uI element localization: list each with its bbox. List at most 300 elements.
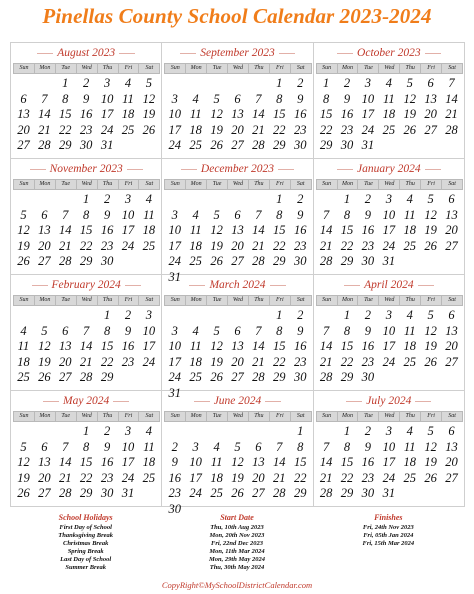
weekday-label: Mon [34,179,56,190]
weekday-label: Sat [138,411,160,422]
day-grid [164,308,310,401]
day-number: 7 [62,207,69,222]
day-number: 17 [168,238,182,253]
month-name: November 2023 [13,162,159,177]
day-number: 29 [319,138,333,152]
day-number: 5 [427,192,434,206]
weekday-header [316,411,462,422]
day-number: 27 [38,486,51,500]
day-number: 13 [38,223,51,237]
day-number: 2 [343,76,351,90]
day-number: 4 [145,424,152,438]
weekday-label: Thu [97,63,119,74]
holidays-heading: School Holidays [58,513,113,522]
finish-item: Fri, 24th Nov 2023 [362,524,414,531]
day-number: 19 [142,107,156,121]
weekday-label: Mon [34,411,56,422]
weekday-label: Thu [399,179,421,190]
day-number: 29 [273,370,286,384]
day-number: 8 [83,439,90,454]
start-date-column [161,513,312,573]
day-number: 8 [343,323,351,338]
day-number: 3 [124,424,132,438]
day-number: 12 [210,339,223,353]
page-title: Pinellas County School Calendar 2023-2024 [42,4,432,28]
day-number: 11 [143,207,155,222]
day-number: 19 [17,238,30,253]
day-number: 15 [340,223,354,237]
day-number: 2 [364,192,372,206]
weekday-label: Sun [13,295,35,306]
day-number: 23 [168,486,182,500]
weekday-label: Thu [248,63,270,74]
day-number: 14 [319,223,333,237]
day-number: 19 [210,238,223,253]
day-number: 26 [403,122,416,137]
weekday-label: Wed [227,63,249,74]
day-number: 15 [273,223,286,237]
day-grid [164,76,310,154]
month-block [11,43,162,159]
day-number: 13 [231,223,244,237]
day-number: 16 [100,455,114,469]
empty-day-cell [164,76,185,92]
day-number: 24 [361,122,375,137]
day-number: 24 [189,486,202,500]
day-number: 22 [340,470,354,485]
day-number: 8 [276,323,283,338]
day-number: 12 [403,91,416,106]
day-number: 9 [124,323,132,338]
weekday-label: Tue [55,411,77,422]
day-number: 10 [382,439,396,454]
day-number: 24 [382,238,396,253]
day-number: 24 [121,238,135,253]
day-number: 25 [189,254,202,268]
day-number: 19 [17,470,30,485]
day-number: 24 [168,370,182,384]
day-number: 25 [189,138,202,152]
month-block [162,43,313,159]
weekday-label: Thu [97,411,119,422]
day-number: 9 [83,91,90,106]
day-number: 3 [145,308,152,322]
day-number: 12 [210,107,223,121]
finish-item: Fri, 05th Jan 2024 [363,532,414,539]
day-number: 8 [62,91,69,106]
day-number: 16 [168,470,182,485]
day-number: 17 [100,107,114,121]
weekday-label: Wed [227,179,249,190]
day-number: 3 [385,192,392,206]
day-number: 21 [59,238,72,253]
day-number: 12 [424,439,437,454]
day-number: 15 [273,107,286,121]
day-number: 28 [445,122,458,137]
day-number: 21 [319,354,333,369]
day-grid [164,424,310,517]
day-number: 30 [340,138,354,152]
day-number: 21 [252,238,265,253]
day-number: 2 [297,192,304,206]
day-number: 22 [273,238,286,253]
day-number: 10 [189,455,202,469]
empty-day-cell [55,192,76,208]
day-number: 20 [445,339,458,353]
month-name: March 2024 [164,278,310,293]
weekday-label: Fri [118,295,140,306]
day-number: 8 [322,91,330,106]
day-number: 16 [121,339,135,353]
day-number: 27 [445,354,458,369]
day-number: 13 [445,439,458,454]
weekday-label: Wed [378,63,400,74]
day-number: 31 [382,254,396,268]
month-name: June 2024 [164,394,310,409]
day-number: 18 [189,354,202,369]
day-number: 7 [255,91,262,106]
empty-day-cell [269,424,290,440]
day-number: 22 [59,122,72,137]
day-number: 5 [213,323,220,338]
weekday-label: Mon [185,411,207,422]
day-number: 9 [364,439,372,454]
day-number: 24 [168,138,182,152]
weekday-label: Sat [290,63,312,74]
day-number: 30 [100,254,114,268]
day-number: 9 [297,323,304,338]
day-number: 2 [171,439,178,454]
start-date-item: Mon, 29th May 2024 [209,556,265,563]
day-number: 23 [361,354,375,369]
day-number: 20 [59,354,72,369]
day-number: 16 [340,107,354,121]
weekday-label: Mon [185,63,207,74]
day-number: 28 [273,486,286,500]
weekday-label: Thu [399,63,421,74]
empty-day-cell [185,76,206,92]
day-number: 12 [231,455,244,469]
day-number: 31 [168,385,182,400]
weekday-header [316,295,462,306]
weekday-label: Sat [441,179,463,190]
day-number: 19 [424,455,437,469]
month-name: February 2024 [13,278,159,293]
weekday-label: Sun [164,295,186,306]
weekday-label: Tue [357,63,379,74]
day-number: 4 [124,76,132,90]
day-number: 12 [424,207,437,222]
day-number: 8 [83,207,90,222]
day-number: 5 [213,91,220,106]
day-number: 14 [319,339,333,353]
empty-day-cell [13,192,34,208]
weekday-label: Sun [316,295,338,306]
weekday-label: Fri [420,63,442,74]
weekday-label: Tue [55,295,77,306]
weekday-label: Fri [420,179,442,190]
day-number: 17 [382,223,396,237]
day-number: 22 [293,470,307,485]
month-block [314,275,465,391]
day-number: 11 [403,323,416,338]
day-number: 3 [124,192,132,206]
day-number: 17 [382,339,396,353]
day-number: 11 [403,439,416,454]
day-number: 31 [382,486,396,500]
day-number: 31 [361,138,375,152]
day-number: 29 [340,370,354,384]
day-number: 6 [41,439,48,454]
day-number: 1 [343,424,351,438]
empty-day-cell [206,192,227,208]
day-number: 28 [252,370,265,384]
day-number: 16 [361,223,375,237]
day-number: 17 [361,107,375,121]
day-number: 3 [192,439,199,454]
day-number: 28 [252,254,265,268]
day-number: 21 [273,470,286,485]
day-number: 25 [403,354,416,369]
weekday-label: Thu [97,179,119,190]
day-number: 1 [297,424,304,438]
empty-day-cell [248,192,269,208]
weekday-label: Sat [290,179,312,190]
weekday-label: Thu [248,179,270,190]
month-name: July 2024 [316,394,462,409]
day-number: 13 [59,339,72,353]
day-number: 17 [121,223,135,237]
day-number: 1 [343,308,351,322]
month-block [162,391,313,516]
day-number: 22 [79,470,93,485]
empty-day-cell [76,308,97,324]
day-number: 15 [340,455,354,469]
day-number: 22 [100,354,114,369]
day-number: 31 [121,486,135,500]
weekday-label: Mon [34,63,56,74]
day-number: 5 [20,207,27,222]
day-number: 25 [210,486,223,500]
day-number: 28 [319,486,333,500]
day-number: 25 [403,238,416,253]
weekday-label: Sat [138,63,160,74]
copyright-footer[interactable]: CopyRight©MySchoolDistrictCalendar.com [161,580,313,590]
day-number: 20 [38,470,51,485]
weekday-label: Tue [55,63,77,74]
day-number: 14 [273,455,286,469]
day-number: 29 [59,138,72,152]
day-number: 19 [38,354,51,369]
day-number: 28 [59,254,72,268]
day-number: 2 [103,424,111,438]
weekday-header [164,63,310,74]
empty-day-cell [13,308,34,324]
day-number: 18 [142,455,156,469]
day-number: 3 [103,76,111,90]
day-number: 7 [276,439,283,454]
day-number: 26 [210,254,223,268]
day-number: 8 [276,207,283,222]
empty-day-cell [316,308,337,324]
day-number: 4 [192,207,199,222]
day-grid [316,424,462,502]
empty-day-cell [206,308,227,324]
weekday-label: Fri [269,295,291,306]
day-number: 21 [38,122,51,137]
day-number: 12 [17,223,30,237]
day-number: 1 [276,192,283,206]
day-number: 19 [424,223,437,237]
day-number: 23 [361,470,375,485]
weekday-header [164,179,310,190]
day-number: 16 [100,223,114,237]
day-number: 11 [189,223,202,237]
weekday-label: Sat [441,295,463,306]
day-number: 23 [79,122,93,137]
day-number: 5 [213,207,220,222]
empty-day-cell [55,308,76,324]
weekday-label: Sun [316,411,338,422]
day-number: 27 [59,370,72,384]
day-number: 6 [41,207,48,222]
day-number: 3 [171,91,178,106]
month-name: April 2024 [316,278,462,293]
weekday-label: Mon [34,295,56,306]
day-number: 22 [273,122,286,137]
day-number: 15 [59,107,72,121]
holidays-column [10,513,161,573]
day-number: 2 [83,76,90,90]
day-number: 31 [100,138,114,152]
day-number: 24 [382,470,396,485]
weekday-label: Fri [269,411,291,422]
day-number: 19 [424,339,437,353]
day-number: 14 [319,455,333,469]
day-number: 18 [403,339,416,353]
day-number: 5 [406,76,413,90]
month-name: May 2024 [13,394,159,409]
day-number: 25 [121,122,135,137]
day-number: 8 [297,439,304,454]
day-number: 28 [319,370,333,384]
weekday-label: Tue [206,63,228,74]
empty-day-cell [206,76,227,92]
day-number: 30 [361,254,375,268]
weekday-label: Wed [378,295,400,306]
day-number: 25 [189,370,202,384]
month-block [162,159,313,284]
finishes-column [313,513,464,573]
holiday-item: Last Day of School [60,556,112,563]
day-number: 11 [17,339,30,353]
day-number: 26 [17,254,30,268]
day-number: 18 [142,223,156,237]
day-number: 24 [100,122,114,137]
weekday-header [13,411,159,422]
day-number: 2 [364,424,372,438]
day-number: 30 [168,501,182,516]
day-number: 20 [445,455,458,469]
day-number: 7 [83,323,90,338]
day-number: 4 [406,308,413,322]
day-grid [164,192,310,285]
month-block [314,159,465,275]
day-number: 6 [448,424,455,438]
day-number: 21 [445,107,458,121]
day-number: 23 [100,470,114,485]
weekday-label: Tue [357,179,379,190]
weekday-label: Thu [248,411,270,422]
weekday-label: Sun [316,179,338,190]
day-number: 30 [293,370,307,384]
empty-day-cell [227,308,248,324]
day-number: 1 [322,76,330,90]
day-number: 22 [319,122,333,137]
weekday-label: Wed [76,179,98,190]
day-number: 1 [83,424,90,438]
day-number: 24 [168,254,182,268]
day-number: 29 [79,486,93,500]
day-number: 21 [252,354,265,369]
day-number: 26 [424,354,437,369]
day-number: 26 [210,370,223,384]
day-number: 11 [403,207,416,222]
day-number: 19 [231,470,244,485]
weekday-label: Mon [185,295,207,306]
day-number: 9 [343,91,351,106]
weekday-label: Fri [420,295,442,306]
day-number: 5 [234,439,241,454]
day-number: 25 [403,470,416,485]
day-number: 12 [38,339,51,353]
day-number: 20 [424,107,437,121]
empty-day-cell [55,424,76,440]
day-number: 21 [319,470,333,485]
day-number: 25 [17,370,30,384]
day-number: 7 [448,76,455,90]
day-number: 27 [424,122,437,137]
weekday-header [316,179,462,190]
day-number: 1 [83,192,90,206]
legend [10,513,464,573]
day-number: 13 [445,323,458,338]
day-number: 7 [255,207,262,222]
month-block [11,159,162,275]
day-number: 8 [276,91,283,106]
day-number: 18 [210,470,223,485]
weekday-label: Wed [378,179,400,190]
day-number: 20 [445,223,458,237]
weekday-label: Fri [269,179,291,190]
holiday-item: Spring Break [67,548,104,555]
empty-day-cell [227,424,248,440]
day-grid [316,192,462,270]
holiday-item: Thanksgiving Break [58,532,114,539]
weekday-label: Wed [378,411,400,422]
day-number: 3 [171,323,178,338]
day-number: 12 [424,323,437,338]
day-number: 22 [340,238,354,253]
day-number: 17 [121,455,135,469]
empty-day-cell [13,424,34,440]
day-number: 30 [361,486,375,500]
day-number: 23 [340,122,354,137]
month-block [314,43,465,159]
day-number: 10 [168,223,182,237]
day-number: 5 [427,308,434,322]
day-number: 5 [427,424,434,438]
